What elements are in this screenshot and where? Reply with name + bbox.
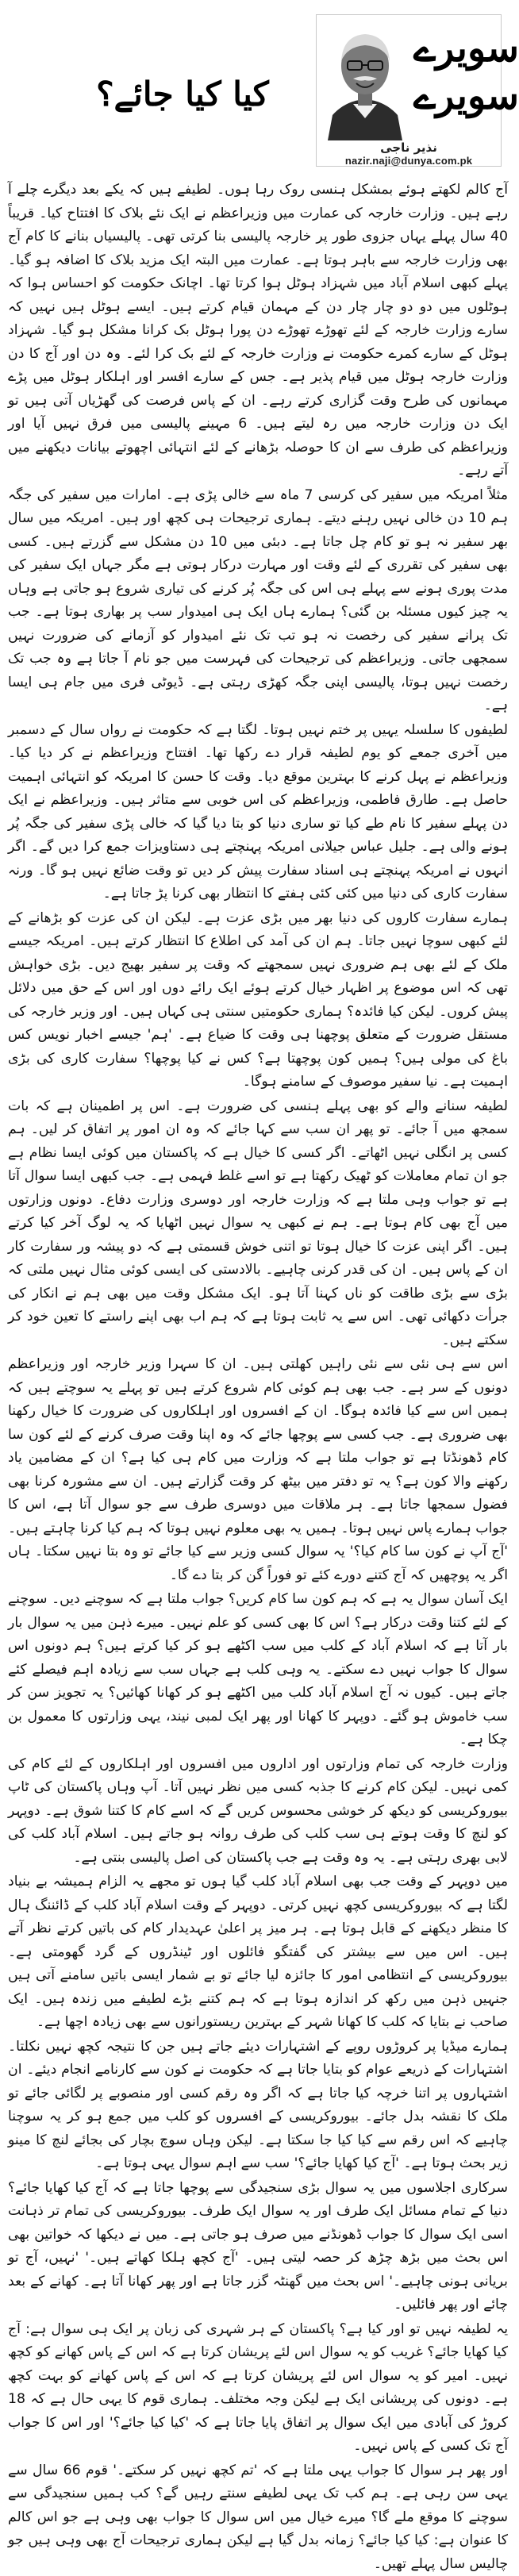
paragraph: وزارت خارجہ کی تمام وزارتوں اور اداروں میں افسروں اور اہلکاروں کے لئے کام کی کمی نہیں۔ لیکن کام کرنے کا جذبہ کسی میں نظر نہیں آتا۔ آپ وہاں پاکستان کی ٹاپ بیوروکریسی کو دیکھ کر خوشی محسوس کریں گے کہ اسے کام کا کتنا شوق ہے۔ دوپہر کو لنچ کا وقت ہوتے ہی سب کلب کی طرف روانہ ہو جاتے ہیں۔ اسلام آباد کلب کی لابی بھری رہتی ہے۔ یہ وہ وقت ہے جب پاکستان کی اصل پالیسی بنتی ہے۔ [8, 1753, 508, 1870]
column-title [413, 25, 493, 136]
paragraph: مثلاً امریکہ میں سفیر کی کرسی 7 ماہ سے خالی پڑی ہے۔ امارات میں سفیر کی جگہ ہم 10 دن خالی نہیں رہنے دیتے۔ ہماری ترجیحات ہی کچھ اور ہیں۔ امریکہ میں سال بھر سفیر نہ ہو تو کام چل جاتا ہے۔ دبئی میں 10 دن مشکل سے گزرتے ہیں۔ کسی بھی سفیر کی تقرری کے لئے وقت اور مہارت درکار ہوتی ہے مگر جہاں ایک سفیر کی مدت پوری ہونے سے پہلے ہی اس کی جگہ پُر کرنے کی تیاری شروع ہو جاتی ہے وہاں یہ چیز کیوں مسئلہ بن گئی؟ ہمارے ہاں ایک ہی امیدوار سب پر بھاری ہوتا ہے۔ جب تک پرانے سفیر کی رخصت نہ ہو تب تک نئے امیدوار کو آزمانے کی ضرورت نہیں سمجھی جاتی۔ وزیراعظم کی ترجیحات کی فہرست میں جو نام آ جاتا ہے وہ جب تک رخصت نہیں ہوتا، پالیسی اپنی جگہ کھڑی رہتی ہے۔ ڈیوٹی فری میں جام ہی ایسا ہے۔ [8, 484, 508, 718]
paragraph: اس سے ہی نئی سے نئی راہیں کھلتی ہیں۔ ان کا سہرا وزیر خارجہ اور وزیراعظم دونوں کے سر ہے۔ جب بھی ہم کوئی کام شروع کرتے ہیں تو پہلے یہ سوچتے ہیں کہ ہمیں اس سے کیا فائدہ ہوگا۔ ان کے افسروں اور اہلکاروں کی ضرورت کا خیال رکھنا بھی ضروری ہے۔ جب کسی سے پوچھا جائے کہ وہ اپنا وقت صرف کرنے کے لئے کون سا کام ڈھونڈتا ہے تو جواب ملتا ہے کہ وزارت میں کام ہی کیا ہے؟ ان کے مضامین یاد رکھنے والا کون ہے؟ یہ تو دفتر میں بیٹھ کر وقت گزارتے ہیں۔ ان سے مشورہ کرنا بھی فضول سمجھا جاتا ہے۔ ہر ملاقات میں دوسری طرف سے جو سوال آتا ہے، اس کا جواب ہمارے پاس نہیں ہوتا۔ ہمیں یہ بھی معلوم نہیں ہوتا کہ ہم کیا کرنا چاہتے ہیں۔ 'آج آپ نے کون سا کام کیا؟' یہ سوال کسی وزیر سے کیا جائے تو وہ بتا نہیں سکتا۔ ہاں اگر یہ پوچھیں کہ آج کتنے دورے کئے تو فوراً گن کر بتا دے گا۔ [8, 1353, 508, 1587]
paragraph: ایک آسان سوال یہ ہے کہ ہم کون سا کام کریں؟ جواب ملتا ہے کہ سوچنے دیں۔ سوچنے کے لئے کتنا وقت درکار ہے؟ اس کا بھی کسی کو علم نہیں۔ میرے ذہن میں یہ سوال بار بار آتا ہے کہ اسلام آباد کے کلب میں سب اکٹھے ہو کر کیا کرتے ہیں؟ ہم دونوں اس سوال کا جواب نہیں دے سکتے۔ یہ وہی کلب ہے جہاں سب سے زیادہ اہم فیصلے کئے جاتے ہیں۔ کیوں نہ آج اسلام آباد کلب میں اکٹھے ہو کر کھانا کھائیں؟ یہ تجویز سن کر سب خاموش ہو گئے۔ دوپہر کا کھانا اور پھر ایک لمبی نیند، یہی وزارتوں کا معمول بن چکا ہے۔ [8, 1588, 508, 1752]
paragraph: ہمارے میڈیا پر کروڑوں روپے کے اشتہارات دیئے جاتے ہیں جن کا نتیجہ کچھ نہیں نکلتا۔ اشتہارات کے ذریعے عوام کو بتایا جاتا ہے کہ حکومت نے کون سے کارنامے انجام دیئے۔ ان اشتہاروں پر اتنا خرچہ کیا جاتا ہے کہ اگر وہ رقم کسی اور منصوبے پر لگائی جائے تو ملک کا نقشہ بدل جائے۔ بیوروکریسی کے افسروں کو کلب میں جمع ہو کر یہ سوچنا چاہیے کہ اس رقم سے کیا کیا جا سکتا ہے۔ لیکن وہاں سوچ بچار کی بجائے لنچ کا مینو زیر بحث ہوتا ہے۔ 'آج کیا کھایا جائے؟' سب سے اہم سوال یہی ہوتا ہے۔ [8, 2036, 508, 2176]
paragraph: یہ لطیفہ نہیں تو اور کیا ہے؟ پاکستان کے ہر شہری کی زبان پر ایک ہی سوال ہے: آج کیا کھایا جائے؟ غریب کو یہ سوال اس لئے پریشان کرتا ہے کہ اس کے پاس کھانے کو کچھ نہیں۔ امیر کو یہ سوال اس لئے پریشان کرتا ہے کہ اس کے پاس کھانے کو بہت کچھ ہے۔ دونوں کی پریشانی ایک ہے لیکن وجہ مختلف۔ ہماری قوم کا یہی حال ہے کہ 18 کروڑ کی آبادی میں ایک سوال پر اتفاق پایا جاتا ہے کہ 'کیا کیا جائے؟' اور اس کا جواب آج تک کسی کے پاس نہیں۔ [8, 2318, 508, 2459]
paragraph: ہمارے سفارت کاروں کی دنیا بھر میں بڑی عزت ہے۔ لیکن ان کی عزت کو بڑھانے کے لئے کبھی سوچا نہیں جاتا۔ ہم ان کی آمد کی اطلاع کا انتظار کرتے ہیں۔ امریکہ جیسے ملک کے لئے بھی ہم ضروری نہیں سمجھتے کہ وقت پر سفیر بھیج دیں۔ بڑی خواہش تھی کہ اس موضوع پر اظہار خیال کرتے ہوئے ایک رائے دوں اور اس کے حق میں دلائل پیش کروں۔ لیکن کیا فائدہ؟ ہماری حکومتیں سنتی ہی کہاں ہیں۔ اور وزیر خارجہ کی مستقل ضرورت کے متعلق پوچھنا ہی وقت کا ضیاع ہے۔ 'ہم' جیسے اخبار نویس کس باغ کی مولی ہیں؟ ہمیں کون پوچھتا ہے؟ کس نے کیا پوچھا؟ سفارت کاری کی بڑی اہمیت ہے۔ نیا سفیر موصوف کے سامنے ہوگا۔ [8, 907, 508, 1094]
column-title-line-2: سویرے [413, 72, 493, 120]
paragraph: لطیفہ سنانے والے کو بھی پہلے ہنسی کی ضرورت ہے۔ اس پر اطمینان ہے کہ بات سمجھ میں آ جائے۔ تو پھر ان سب سے کہا جائے کہ وہ ان امور پر اتفاق کر لیں۔ ہم کسی پر انگلی نہیں اٹھاتے۔ اگر کسی کا خیال ہے کہ پاکستان میں کوئی ایسا نظام ہے جو ان تمام معاملات کو ٹھیک رکھتا ہے تو اسے غلط فہمی ہے۔ جب کبھی ایسا سوال آتا ہے تو جواب وہی ملتا ہے کہ وزارت خارجہ اور دوسری وزارت دفاع۔ دونوں وزارتوں میں آج بھی کام ہوتا ہے۔ ہم نے کبھی یہ سوال نہیں اٹھایا کہ یہ لوگ آخر کیا کرتے ہیں۔ اگر اپنی عزت کا خیال ہوتا تو اتنی خوش قسمتی ہے کہ دو پیشہ ور سفارت کار ان کے پاس ہیں۔ ان کی قدر کرنی چاہیے۔ بالادستی کی ایسی کوئی مثال نہیں ملتی کہ بڑی سے بڑی طاقت کو ناں کہنا آتا ہو۔ ایک مشکل وقت میں بھی ہم نے انکار کی جرأت دکھائی تھی۔ اس سے یہ ثابت ہوتا ہے کہ ہم اب بھی اپنے راستے کا تعین خود کر سکتے ہیں۔ [8, 1095, 508, 1353]
paragraph: اور پھر ہر سوال کا جواب یہی ملتا ہے کہ 'تم کچھ نہیں کر سکتے۔' قوم 66 سال سے یہی سن رہی ہے۔ ہم کب تک یہی لطیفے سنتے رہیں گے؟ کب ہمیں سنجیدگی سے سوچنے کا موقع ملے گا؟ میرے خیال میں اس سوال کا جواب بھی وہی ہے جو اس کالم کا عنوان ہے: کیا کیا جائے؟ زمانہ بدل گیا ہے لیکن ہماری ترجیحات آج بھی وہی ہیں جو چالیس سال پہلے تھیں۔ [8, 2459, 508, 2576]
paragraph: سرکاری اجلاسوں میں یہ سوال بڑی سنجیدگی سے پوچھا جاتا ہے کہ آج کیا کھایا جائے؟ دنیا کے تمام مسائل ایک طرف اور یہ سوال ایک طرف۔ بیوروکریسی کی تمام تر ذہانت اسی ایک سوال کا جواب ڈھونڈنے میں صرف ہو جاتی ہے۔ میں نے دیکھا کہ خواتین بھی اس بحث میں بڑھ چڑھ کر حصہ لیتی ہیں۔ 'آج کچھ ہلکا کھاتے ہیں۔' 'نہیں، آج تو بریانی ہونی چاہیے۔' اس بحث میں گھنٹہ گزر جاتا ہے اور پھر کھانا آتا ہے۔ کھانے کے بعد چائے اور پھر فائلیں۔ [8, 2177, 508, 2317]
author-name: نذیر ناجی [317, 140, 501, 155]
article-headline: کیا کیا جائے؟ [63, 75, 302, 113]
article-body [8, 179, 508, 2407]
paragraph: میں دوپہر کے وقت جب بھی اسلام آباد کلب گیا ہوں تو مجھے یہ الزام ہمیشہ بے بنیاد لگتا ہے کہ بیوروکریسی کچھ نہیں کرتی۔ دوپہر کے وقت اسلام آباد کلب کے ڈائننگ ہال کا منظر دیکھنے کے قابل ہوتا ہے۔ ہر میز پر اعلیٰ عہدیدار کام کی باتیں کرتے نظر آتے ہیں۔ اس میں سے بیشتر کی گفتگو فائلوں اور ٹینڈروں کے گرد گھومتی ہے۔ بیوروکریسی کے انتظامی امور کا جائزہ لیا جائے تو بے شمار ایسی باتیں سامنے آتی ہیں جنہیں ذہن میں رکھ کر اندازہ ہوتا ہے کہ ہم کتنے بڑے لطیفے میں زندہ ہیں۔ ایک صاحب نے بتایا کہ کلب کا کھانا شہر کے بہترین ریستورانوں سے بھی زیادہ اچھا ہے۔ [8, 1870, 508, 2035]
column-logo [316, 14, 502, 167]
paragraph: آج کالم لکھتے ہوئے بمشکل ہنسی روک رہا ہوں۔ لطیفے ہیں کہ یکے بعد دیگرے چلے آ رہے ہیں۔ وزارت خارجہ کی عمارت میں وزیراعظم نے ایک نئے بلاک کا افتتاح کیا۔ قریباً 40 سال پہلے یہاں جزوی طور پر خارجہ پالیسی بنا کرتی تھی۔ پالیسیاں بنانے کا کام آج بھی وزارت خارجہ سے باہر ہوتا ہے۔ عمارت میں البتہ ایک مزید بلاک کا اضافہ ہو گیا۔ پہلے کبھی اسلام آباد میں شہزاد ہوٹل ہوا کرتا تھا۔ اچانک حکومت کو احساس ہوا کہ ہوٹلوں میں دو دو چار چار دن کے مہمان قیام کرتے ہیں۔ ایسے ہوٹل ہیں نہیں کہ سارے وزارت خارجہ کے لئے تھوڑے تھوڑے دن پورا ہوٹل بک کرانا مشکل ہو گیا۔ شہزاد ہوٹل کے سارے کمرے حکومت نے وزارت خارجہ کے لئے بک کرا لئے۔ وہ دن اور آج کا دن وزارت خارجہ ہوٹل میں قیام پذیر ہے۔ جس کے سارے افسر اور اہلکار ہوٹل میں پڑے مہمانوں کی طرح وقت گزاری کرتے رہے۔ ان کے پاس فرصت کی گھڑیاں آتی ہیں تو ایک دن وزارت خارجہ میں رہ لیتے ہیں۔ 6 مہینے پالیسی میں فرق نہیں آیا اور وزیراعظم کی طرف سے ان کا حوصلہ بڑھانے کے لئے انتہائی اچھوتے بیانات دیکھنے میں آتے رہے۔ [8, 179, 508, 483]
column-header [8, 11, 508, 170]
paragraph: لطیفوں کا سلسلہ یہیں پر ختم نہیں ہوتا۔ لگتا ہے کہ حکومت نے رواں سال کے دسمبر میں آخری جمعے کو یوم لطیفہ قرار دے رکھا تھا۔ افتتاح وزیراعظم نے کر دیا کیا۔ وزیراعظم نے پہل کرنے کا بہترین موقع دیا۔ وقت کا حسن کا امریکہ کو انتہائی اہمیت حاصل ہے۔ طارق فاطمی، وزیراعظم کی اس خوبی سے متاثر ہیں۔ وزیراعظم نے ایک دن پہلے سفیر کا نام طے کیا تو ساری دنیا کو بتا دیا گیا کہ خالی پڑی سفیر کی جگہ پُر ہونے والی ہے۔ جلیل عباس جیلانی امریکہ پہنچتے ہی دستاویزات جمع کرا دیں گے۔ اگر انہوں نے امریکہ پہنچتے ہی اسناد سفارت پیش کر دیں تو وقت ضائع نہیں ہو گا۔ ورنہ سفارت کاری کی دنیا میں کئی کئی ہفتے کا انتظار بھی کرنا پڑ جاتا ہے۔ [8, 719, 508, 906]
column-title-line-1: سویرے [413, 25, 493, 72]
author-portrait [321, 21, 409, 140]
author-email: nazir.naji@dunya.com.pk [317, 155, 501, 167]
